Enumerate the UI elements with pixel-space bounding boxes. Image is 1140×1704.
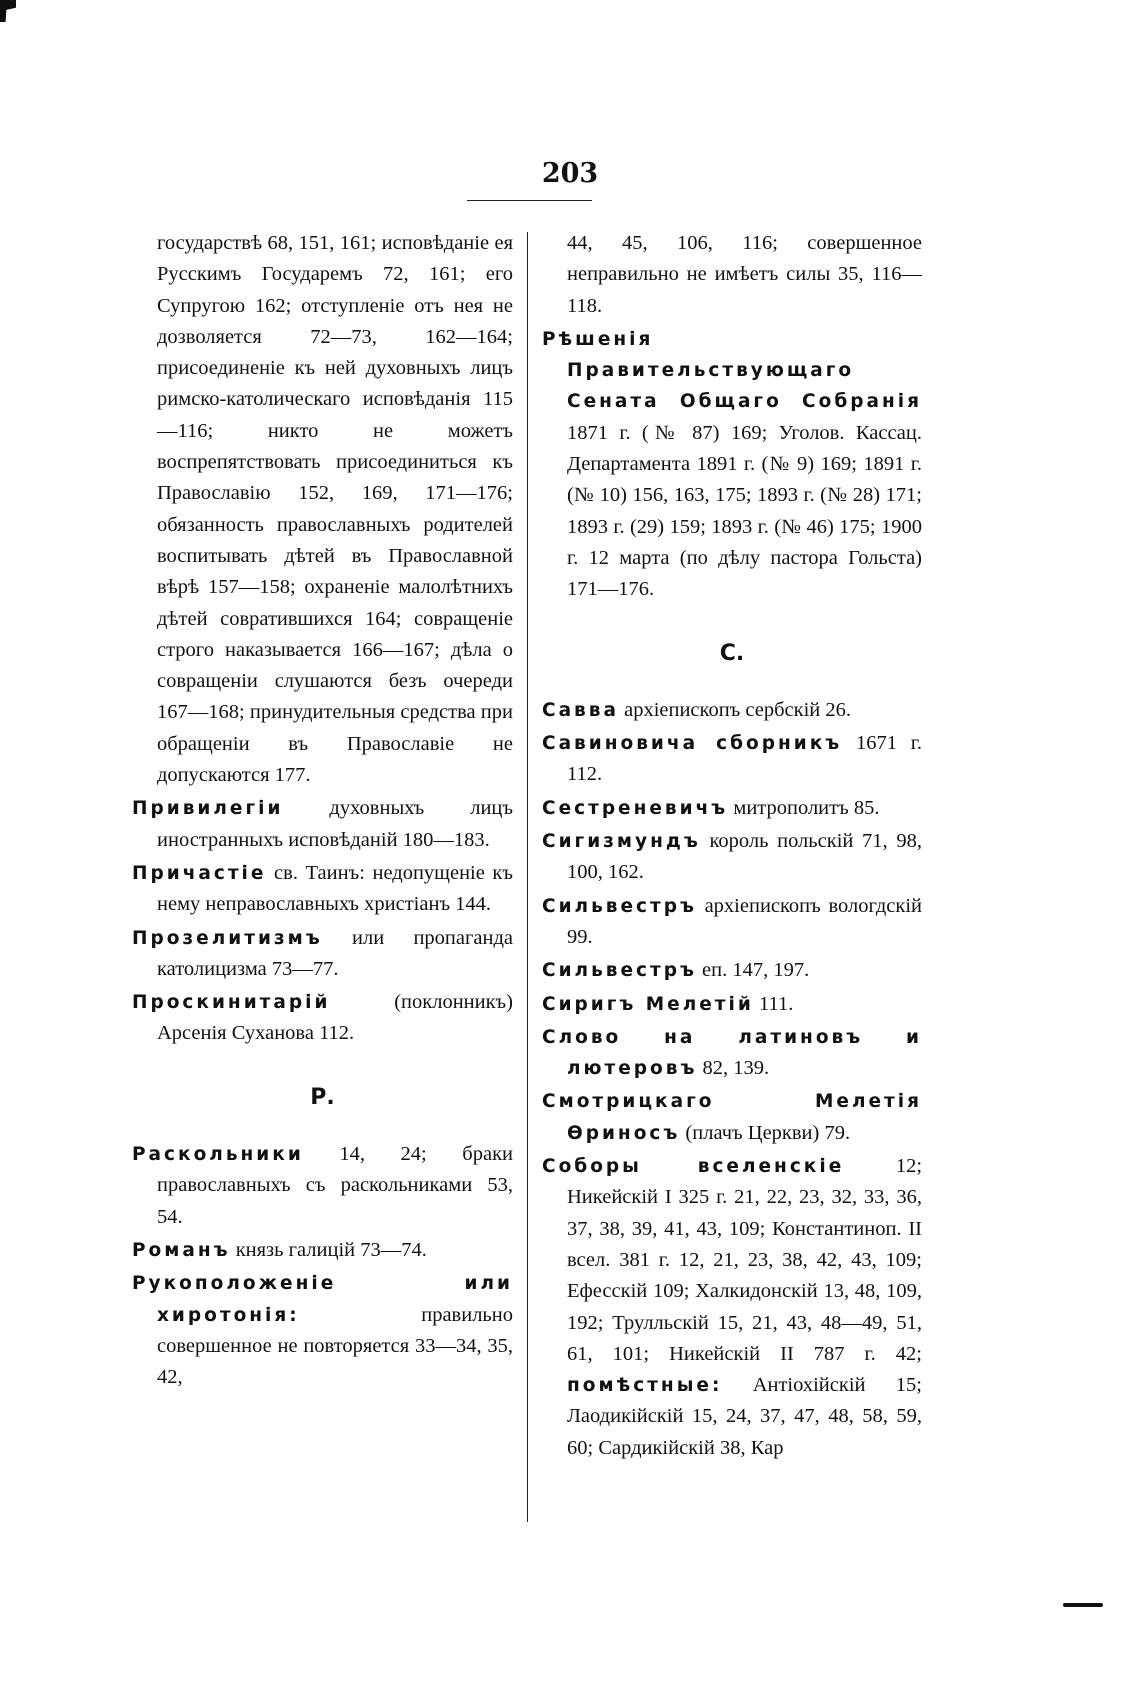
- entry-text: св. Таинъ: недопущеніе къ нему неправославныхъ христіанъ 144.: [157, 861, 513, 916]
- section-letter-s: С.: [719, 640, 745, 666]
- entry-headword: Романъ: [132, 1239, 231, 1261]
- scan-edge-mark: [1063, 1603, 1103, 1607]
- index-entry-sestrenevich: [542, 793, 922, 824]
- entry-headword: Слово на латиновъ и лютеровъ: [542, 1026, 922, 1080]
- index-entry-raskolniki: [132, 1139, 513, 1233]
- entry-text: 14, 24; браки православныхъ съ раскольниками 53, 54.: [157, 1143, 514, 1228]
- left-column: [132, 228, 513, 1395]
- entry-headword: Смотрицкаго Мелетія Ѳриносъ: [542, 1091, 922, 1144]
- entry-headword: Сильвестръ: [542, 960, 697, 982]
- index-entry-sigizmund: [542, 826, 922, 889]
- continued-entry-text: 44, 45, 106, 116; совершенное неправильно не имѣетъ силы 35, 116—118.: [567, 232, 922, 317]
- section-letter-r: Р.: [310, 1084, 335, 1110]
- scan-corner-mark: [0, 0, 16, 22]
- index-entry-rukopolozhenie: [132, 1268, 513, 1393]
- index-entry-sobory: [542, 1151, 922, 1464]
- entry-text: (плачъ Церкви) 79.: [685, 1121, 851, 1144]
- column-divider: [527, 232, 528, 1522]
- index-entry-silvestr-vologda: [542, 891, 922, 954]
- entry-headword: Сигизмундъ: [542, 831, 701, 853]
- entry-text: еп. 147, 197.: [702, 959, 810, 982]
- entry-text: 1871 г. (№ 87) 169; Уголов. Кассац. Департамента 1891 г. (№ 9) 169; 1891 г. (№ 10) 156, 163, 175; 1893 г. (№ 28) 171; 1893 г. (29) 159; 1893 г. (№ 46) 175; 1900 г. 12 марта (по дѣлу пастора Гольста) 171—176.: [567, 421, 922, 601]
- entry-text: архіепископъ сербскій 26.: [624, 698, 851, 721]
- entry-headword: Соборы вселенскіе: [542, 1156, 845, 1178]
- page-number: 203: [541, 158, 599, 189]
- entry-text: Антіохійскій 15; Лаодикійскій 15, 24, 37, 47, 48, 58, 59, 60; Сардикійскій 38, Кар: [567, 1374, 922, 1459]
- continued-entry-text: государствѣ 68, 151, 161; исповѣданіе ея Русскимъ Государемъ 72, 161; его Супругою 162; отступленіе отъ нея не дозволяется 72—73, 162—164; присоединеніе къ ней духовныхъ лицъ римско-католическаго исповѣданія 115—116; никто не можетъ воспрепятствовать присоединиться къ Православію 152, 169, 171—176; обязанность православныхъ родителей воспитывать дѣтей въ Православной вѣрѣ 157—158; охраненіе малолѣтнихъ дѣтей совратившихся 164; совращеніе строго наказывается 166—167; дѣла о совращеніи слушаются безъ очереди 167—168; принудительныя средства при обращеніи въ Православіе не допускаются 177.: [157, 232, 513, 787]
- index-entry-prozelitizm: [132, 923, 513, 986]
- index-entry-proskinitariy: [132, 987, 513, 1050]
- entry-text: (поклонникъ) Арсенія Суханова 112.: [157, 991, 513, 1045]
- index-entry-roman: [132, 1235, 513, 1266]
- entry-text: 1671 г. 112.: [567, 732, 922, 786]
- entry-headword: Причастіе: [132, 862, 267, 884]
- entry-headword: Савиновича сборникъ: [542, 733, 843, 755]
- index-entry-privilegii: [132, 793, 513, 856]
- entry-text: 82, 139.: [702, 1057, 770, 1080]
- entry-headword: Раскольники: [132, 1144, 304, 1166]
- index-entry-resheniya: [542, 324, 922, 606]
- entry-headword: Савва: [542, 699, 619, 721]
- entry-headword: Рукоположеніе или хиротонія:: [132, 1273, 513, 1326]
- entry-text: 111.: [758, 992, 794, 1015]
- entry-text: король польскій 71, 98, 100, 162.: [567, 830, 923, 884]
- index-entry-savva: [542, 695, 922, 726]
- entry-headword: Рѣшенія Правительствующаго Сената Общаго Собранія: [542, 328, 922, 413]
- entry-text: митрополитъ 85.: [733, 796, 880, 819]
- index-entry-prichastie: [132, 858, 513, 921]
- entry-headword: Проскинитарій: [132, 992, 331, 1014]
- header-rule: [467, 200, 592, 201]
- entry-headword: Сиригъ Мелетій: [542, 993, 754, 1015]
- index-entry-savinovicha: [542, 728, 922, 791]
- index-entry-silvestr-ep: [542, 955, 922, 986]
- entry-headword: Привилегіи: [132, 798, 284, 820]
- entry-headword: Прозелитизмъ: [132, 927, 323, 949]
- entry-headword: Сестреневичъ: [542, 797, 729, 819]
- entry-text: архіепископъ вологдскій 99.: [567, 894, 922, 948]
- index-entry-slovo: [542, 1022, 922, 1085]
- index-entry-sirig: [542, 989, 922, 1020]
- entry-text: правильно совершенное не повторяется 33—34, 35, 42,: [157, 1303, 513, 1389]
- entry-headword: Сильвестръ: [542, 895, 697, 917]
- entry-text: духовныхъ лицъ иностранныхъ исповѣданій 180—183.: [157, 797, 514, 851]
- entry-text: 12; Никейскій I 325 г. 21, 22, 23, 32, 33, 36, 37, 38, 39, 41, 43, 109; Константиноп. II всел. 381 г. 12, 21, 23, 38, 42, 43, 109; Ефесскій 109; Халкидонскій 13, 48, 109, 192; Трулльскій 15, 21, 43, 48—49, 51, 61, 101; Никейскій II 787 г. 42;: [567, 1155, 923, 1365]
- entry-text: князь галицій 73—74.: [235, 1238, 427, 1261]
- index-entry-smotritskago: [542, 1086, 922, 1149]
- right-column: [542, 228, 922, 1466]
- entry-subheadword: помѣстные:: [567, 1375, 723, 1397]
- entry-text: или пропаганда католицизма 73—77.: [157, 926, 514, 980]
